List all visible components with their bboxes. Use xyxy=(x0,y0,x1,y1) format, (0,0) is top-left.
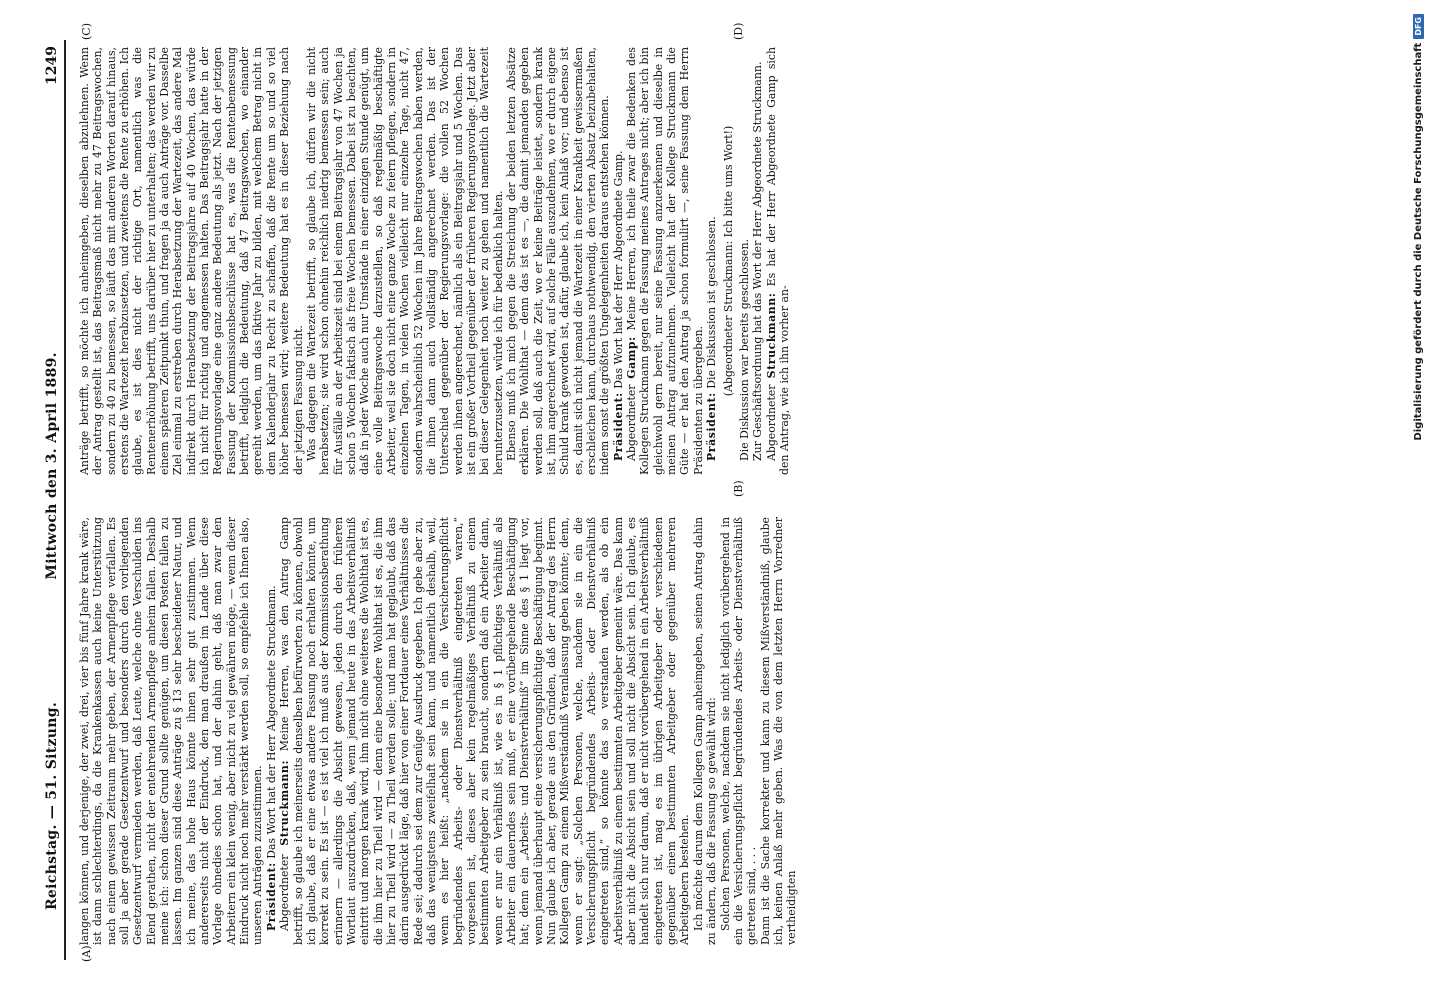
margin-letter-a: (A) xyxy=(80,945,93,962)
paragraph-text: Das Wort hat der Herr Abgeordnete Gamp. xyxy=(611,150,625,389)
speaker-name: Präsident: xyxy=(705,392,719,461)
paragraph-text: Meine Herren, ich theile zwar die Bedenken des Kollegen Struckmann gegen die Fassung meines Antrages nicht; aber ich bin gleichwohl gern bereit, nur seine Fassung anzuerkennen und dieselbe in meinen Antrag aufzunehmen. Vielleicht hat der Kollege Struckmann die Güte — er hat den Antrag ja schon formulirt —, seine Fassung dem Herrn Präsidenten zu übergeben. xyxy=(625,47,705,475)
speaker-name: Struckmann: xyxy=(278,759,292,846)
speech-paragraph xyxy=(705,47,718,475)
margin-letter-c: (C) xyxy=(80,23,93,40)
body-paragraph xyxy=(692,517,719,945)
body-paragraph xyxy=(751,47,764,475)
paragraph-text: Solchen Personen, welche, nachdem sie nicht lediglich vorübergehend in ein die Versicherungspflicht begründendes Arbeits- oder Dienstverhältniß getreten sind, . . . xyxy=(718,517,759,945)
header-session-title: Reichstag. — 51. Sitzung. xyxy=(44,702,60,910)
paragraph-text: Ich möchte darum dem Kollegen Gamp anheimgeben, seinen Antrag dahin zu ändern, daß die Fassung so gewählt wird: xyxy=(691,517,719,945)
credit-text: Digitalisierung gefördert durch die Deutsche Forschungsgemeinschaft xyxy=(1412,42,1424,441)
body-paragraph xyxy=(505,47,612,475)
body-paragraph xyxy=(738,47,751,475)
body-paragraph xyxy=(78,47,305,475)
speech-paragraph xyxy=(625,47,705,475)
paragraph-text: Es hat der Herr Abgeordnete Gamp sich den Antrag, wie ich ihn vorher an- xyxy=(764,46,791,475)
speech-paragraph xyxy=(265,517,278,945)
paragraph-text: Anträge betrifft, so möchte ich anheimgeben, dieselben abzulehnen. Wenn der Antrag gestellt ist, das Beitragsmaß nicht mehr zu 47 Beitragswochen, sondern zu 40 zu bemessen, so läuft das mit anderen Worten darauf hinaus, erstens die Wartezeit herabzusetzen, und zweitens die Rente zu erhöhen. Ich glaube, es ist dies nicht der richtige Ort, namentlich was die Rentenerhöhung betrifft, uns darüber hier zu unterhalten; das werden wir zu einem späteren Zeitpunkt thun, und fragen ja da auch Anträge vor. Dasselbe Ziel einmal zu erstreben durch Herabsetzung der Wartezeit, das andere Mal indirekt durch Herabsetzung der Beitragsjahre auf 40 Wochen, das würde ich nicht für richtig und angemessen halten. Das Beitragsjahr hatte in der Regierungsvorlage eine ganz andere Bedeutung als jetzt. Nach der jetzigen Fassung der Kommissionsbeschlüsse hat es, was die Rentenbemessung betrifft, lediglich die Bedeutung, daß 47 Beitragswochen, wo einander gereiht werden, um das fiktive Jahr zu bilden, mit welchem Betrag nicht in dem Kalenderjahr zu Recht zu schaffen, daß die Rente um so und so viel höher bemessen wird; weitere Bedeutung hat es in dieser Beziehung nach der jetzigen Fassung nicht. xyxy=(78,47,305,475)
paragraph-text: Zur Geschäftsordnung hat das Wort der Herr Abgeordnete Struckmann. xyxy=(751,61,765,461)
body-paragraph xyxy=(719,517,759,945)
text-column-left xyxy=(78,517,799,945)
speech-paragraph xyxy=(612,47,625,475)
paragraph-text: Was dagegen die Wartezeit betrifft, so glaube ich, dürfen wir die nicht herabsetzen; sie wird schon ohnehin reichlich niedrig bemessen sein; auch für Ausfälle an der Arbeitszeit sind bei einem Beitragsjahr von 47 Wochen ja schon 5 Wochen faktisch als freie Wochen bemessen. Dabei ist zu beachten, daß in jeder Woche auch nur Umstände in einer einzigen Stunde genügt, um eine volle Beitragswoche darzustellen, so daß regelmäßig beschäftigte Arbeiter, weil sie doch nicht eine ganze Woche zu feiern pflegen, sondern in einzelnen Tagen, in vielen Wochen vielleicht nur einzelne Tage, nicht 47, sondern wahrscheinlich 52 Wochen im Jahre Beitragswochen haben werden, die ihnen dann auch vollständig angerechnet werden. Das ist der Unterschied gegenüber der Regierungsvorlage: die vollen 52 Wochen werden ihnen angerechnet, nämlich als ein Beitragsjahr und 5 Wochen. Das ist ein großer Vortheil gegenüber der früheren Regierungsvorlage. Jetzt aber bei dieser Gelegenheit noch weiter zu gehen und namentlich die Wartezeit herunterzusetzen, würde ich für bedenklich halten. xyxy=(304,47,505,475)
body-paragraph xyxy=(78,517,265,945)
speaker-title: Abgeordneter xyxy=(625,384,639,461)
page-number: 1249 xyxy=(44,46,60,85)
digitization-credit xyxy=(1404,0,1432,1000)
text-column-right xyxy=(78,47,791,475)
body-paragraph xyxy=(305,47,505,475)
interjection: (Abgeordneter Struckmann: Ich bitte ums Wort!) xyxy=(721,125,735,397)
margin-letter-b: (B) xyxy=(732,480,745,497)
speaker-title: Abgeordneter xyxy=(278,854,292,931)
header-date: Mittwoch den 3. April 1889. xyxy=(44,352,60,580)
paragraph-text: Die Diskussion ist geschlossen. xyxy=(705,216,719,389)
speaker-name: Struckmann: xyxy=(764,292,778,379)
paragraph-text: Die Diskussion war bereits geschlossen. xyxy=(737,239,751,461)
speech-paragraph xyxy=(278,517,692,945)
dfg-logo-icon: DFG xyxy=(1413,14,1424,39)
speaker-name: Gamp: xyxy=(625,336,639,379)
paragraph-text: Ebenso muß ich mich gegen die Streichung der beiden letzten Absätze erklären. Die Wohlthat — denn das ist es —, die damit jemanden gegeben werden soll, daß auch die Zeit, wo er keine Beiträge leistet, sondern krank ist, ihm angerechnet wird, auf solche Fälle auszudehnen, wo er durch eigene Schuld krank geworden ist, dafür, glaube ich, kein Anlaß vor; und ebenso ist es, damit sich nicht jemand die Wartezeit in einer Krankheit gewissermaßen erschleichen kann, durchaus nothwendig, den vierten Absatz beizubehalten, indem sonst die größten Ungelegenheiten daraus entstehen können. xyxy=(505,47,612,475)
body-paragraph xyxy=(759,517,799,945)
speech-paragraph xyxy=(765,47,792,475)
paragraph-text: Das Wort hat der Herr Abgeordnete Struckmann. xyxy=(264,585,278,859)
paragraph-text: langen können, und derjenige, der zwei, drei, vier bis fünf Jahre krank wäre, ist dann schlechterdings, da die Krankenkassen auch keine Unterstützung nach einem gewissen Zeitraum mehr geben, der Armenpflege verfallen. Es soll ja aber gerade Gesetzentwurf und besonders durch den vorliegenden Gesetzentwurf vermieden werden, daß Leute, welche ohne Verschulden ins Elend gerathen, nicht der entehrenden Armenpflege anheim fallen. Deshalb meine ich: schon dieser Grund sollte genügen, um diesen Posten fallen zu lassen. Im ganzen sind diese Anträge zu § 13 sehr bescheidener Natur, und ich meine, das hohe Haus könnte ihnen sehr gut zustimmen. Wenn andererseits nicht der Eindruck, den man draußen im Lande über diese Vorlage ohnedies schon hat, und der dahin geht, daß man zwar den Arbeitern ein klein wenig, aber nicht zu viel gewähren möge, — wenn dieser Eindruck nicht noch mehr verstärkt werden soll, so empfehle ich Ihnen also, unseren Anträgen zuzustimmen. xyxy=(78,517,265,945)
speaker-title: Abgeordneter xyxy=(764,384,778,461)
paragraph-text: Meine Herren, was den Antrag Gamp betrifft, so glaube ich meinerseits denselben befürworten zu können, obwohl ich glaube, daß er eine etwas andere Fassung noch erhalten könnte, um korrekt zu sein. Es ist — es ist viel ich muß aus der Kommissionsberathung erinnern — allerdings die Absicht gewesen, jeden durch den früheren Wortlaut auszudrücken, daß, wenn jemand heute in das Arbeitsverhältniß eintritt und morgen krank wird, ihm nicht ohne weiteres die Wohlthat ist es, die ihm hier zu Theil wird — denn eine besondere Wohlthat ist es, die ihm hier zu Theil wird — zu Theil werden solle; und man hat geglaubt, daß das darin ausgedrückt läge, daß hier von einer Fortdauer eines Verhältnisses die Rede sei; dadurch sei dem zur Genüge Ausdruck gegeben. Ich gebe aber zu, daß das wenigstens zweifelhaft sein kann, und namentlich deshalb, weil, wenn es hier heißt: „nachdem sie in ein die Versicherungspflicht begründendes Arbeits- oder Dienstverhältniß eingetreten waren,“ vorgesehen ist, dieses aber kein regelmäßiges Verhältniß zu einem bestimmten Arbeitgeber zu sein braucht, sondern daß ein Arbeiter dann, wenn er nur ein Verhältniß ist, wie es in § 1 pflichtiges Verhältniß als Arbeiter ein dauerndes sein muß, er eine vorübergehende Beschäftigung hat; denn ein „Arbeits- und Dienstverhältniß“ im Sinne des § 1 liegt vor, wenn jemand überhaupt eine versicherungspflichtige Beschäftigung beginnt. Nun glaube ich aber, gerade aus den Gründen, daß der Antrag des Herrn Kollegen Gamp zu einem Mißverständniß Veranlassung geben könnte; denn, wenn er sagt: „Solchen Personen, welche, nachdem sie in ein die Versicherungspflicht begründendes Arbeits- oder Dienstverhältniß eingetreten sind,“ so könnte das so verstanden werden, als ob ein Arbeitsverhältniß zu einem bestimmten Arbeitgeber gemeint wäre. Das kann aber nicht die Absicht sein und soll nicht die Absicht sein. Ich glaube, es handelt sich nur darum, daß er nicht vorübergehend in ein Arbeitsverhältniß eingetreten ist, mag es im übrigen Arbeitgeber oder verschiedenen gegenüber einem bestimmten Arbeitgeber oder gegenüber mehreren Arbeitgebern bestehen. xyxy=(278,517,692,945)
running-header xyxy=(38,40,66,960)
speaker-name: Präsident: xyxy=(611,392,625,461)
paragraph-text: Dann ist die Sache korrekter und kann zu diesem Mißverständniß, glaube ich, keinen Anlaß mehr geben. Was die von dem letzten Herrn Vorredner vertheidigten xyxy=(758,517,799,945)
speaker-name: Präsident: xyxy=(264,862,278,931)
margin-letter-d: (D) xyxy=(732,22,745,40)
